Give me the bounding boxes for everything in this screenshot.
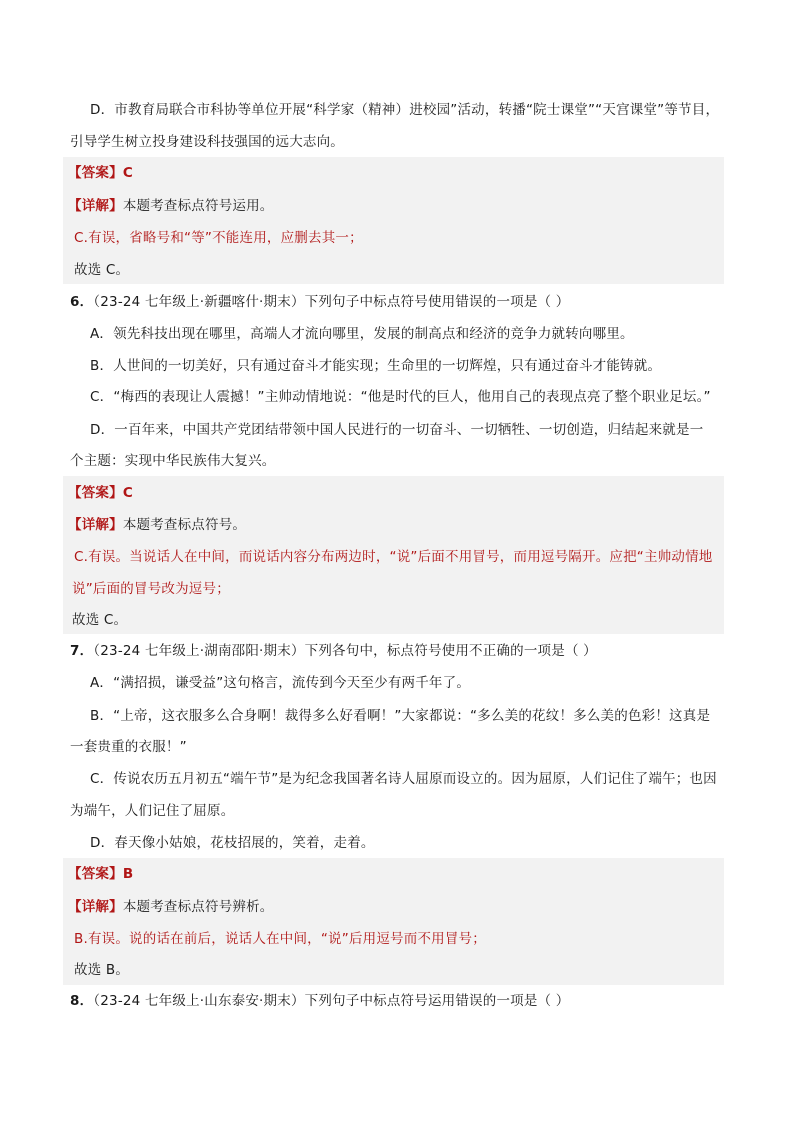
q7-option-c-line1: C．传说农历五月初五“端午节”是为纪念我国著名诗人屈原而设立的。因为屈原，人们记住了端午；也因 xyxy=(90,771,717,787)
q5-option-d-line2: 引导学生树立投身建设科技强国的远大志向。 xyxy=(70,134,344,150)
q7-option-b-line1: B．“上帝，这衣服多么合身啊！裁得多么好看啊！”大家都说：“多么美的花纹！多么美的色彩！这真是 xyxy=(90,708,711,724)
q7-number: 7． xyxy=(70,643,94,659)
q7-stem xyxy=(70,641,597,661)
answer-label: 【答案】 xyxy=(68,165,123,181)
detail-label: 【详解】 xyxy=(68,517,123,533)
q6-stem xyxy=(70,292,569,312)
q5-conclusion: 故选 C。 xyxy=(74,262,130,278)
q7-answer xyxy=(68,864,133,884)
q6-explanation-line2: 说”后面的冒号改为逗号； xyxy=(72,581,230,597)
q8-number: 8． xyxy=(70,993,94,1009)
q5-answer xyxy=(68,163,133,183)
q6-answer xyxy=(68,483,133,503)
q6-explanation-line1: C.有误。当说话人在中间，而说话内容分布两边时，“说”后面不用冒号，而用逗号隔开。应把“主帅动情地 xyxy=(74,549,713,565)
q7-option-b-line2: 一套贵重的衣服！” xyxy=(70,739,187,755)
q5-option-d-line1: D．市教育局联合市科协等单位开展“科学家（精神）进校园”活动，转播“院士课堂”“天宫课堂”等节目， xyxy=(90,102,720,118)
q6-detail xyxy=(68,515,246,535)
q7-answer-panel xyxy=(63,858,724,985)
answer-value: B xyxy=(122,866,134,882)
detail-label: 【详解】 xyxy=(68,899,123,915)
detail-text: 本题考查标点符号辨析。 xyxy=(122,899,274,915)
answer-label: 【答案】 xyxy=(68,866,123,882)
answer-value: C xyxy=(122,165,133,181)
q7-option-c-line2: 为端午，人们记住了屈原。 xyxy=(70,803,235,819)
answer-label: 【答案】 xyxy=(68,485,123,501)
q6-conclusion: 故选 C。 xyxy=(72,612,128,628)
q7-option-d: D．春天像小姑娘，花枝招展的，笑着，走着。 xyxy=(90,835,375,851)
q6-option-a: A．领先科技出现在哪里，高端人才流向哪里，发展的制高点和经济的竞争力就转向哪里。 xyxy=(90,326,634,342)
q7-stem-text: （23-24 七年级上·湖南邵阳·期末）下列各句中，标点符号使用不正确的一项是（ ） xyxy=(93,643,597,659)
q5-detail xyxy=(68,196,274,216)
answer-value: C xyxy=(122,485,133,501)
detail-label: 【详解】 xyxy=(68,198,123,214)
q7-explanation: B.有误。说的话在前后，说话人在中间，“说”后用逗号而不用冒号； xyxy=(74,931,486,947)
q6-option-d-line1: D．一百年来，中国共产党团结带领中国人民进行的一切奋斗、一切牺牲、一切创造，归结起来就是一 xyxy=(90,422,704,438)
q7-conclusion: 故选 B。 xyxy=(74,962,130,978)
q7-detail xyxy=(68,897,274,917)
detail-text: 本题考查标点符号。 xyxy=(122,517,247,533)
q5-answer-panel xyxy=(63,157,724,284)
q8-stem-text: （23-24 七年级上·山东泰安·期末）下列句子中标点符号运用错误的一项是（ ） xyxy=(93,993,570,1009)
q7-option-a: A．“满招损，谦受益”这句格言，流传到今天至少有两千年了。 xyxy=(90,675,471,691)
q8-stem xyxy=(70,991,569,1011)
q6-number: 6． xyxy=(70,294,94,310)
q5-explanation: C.有误，省略号和“等”不能连用，应删去其一； xyxy=(74,230,363,246)
q6-stem-text: （23-24 七年级上·新疆喀什·期末）下列句子中标点符号使用错误的一项是（ ） xyxy=(93,294,570,310)
q6-option-d-line2: 个主题：实现中华民族伟大复兴。 xyxy=(70,453,276,469)
detail-text: 本题考查标点符号运用。 xyxy=(122,198,274,214)
q6-option-c: C．“梅西的表现让人震撼！”主帅动情地说：“他是时代的巨人，他用自己的表现点亮了整个职业足坛。” xyxy=(90,389,711,405)
q6-option-b: B．人世间的一切美好，只有通过奋斗才能实现；生命里的一切辉煌，只有通过奋斗才能铸就。 xyxy=(90,358,662,374)
